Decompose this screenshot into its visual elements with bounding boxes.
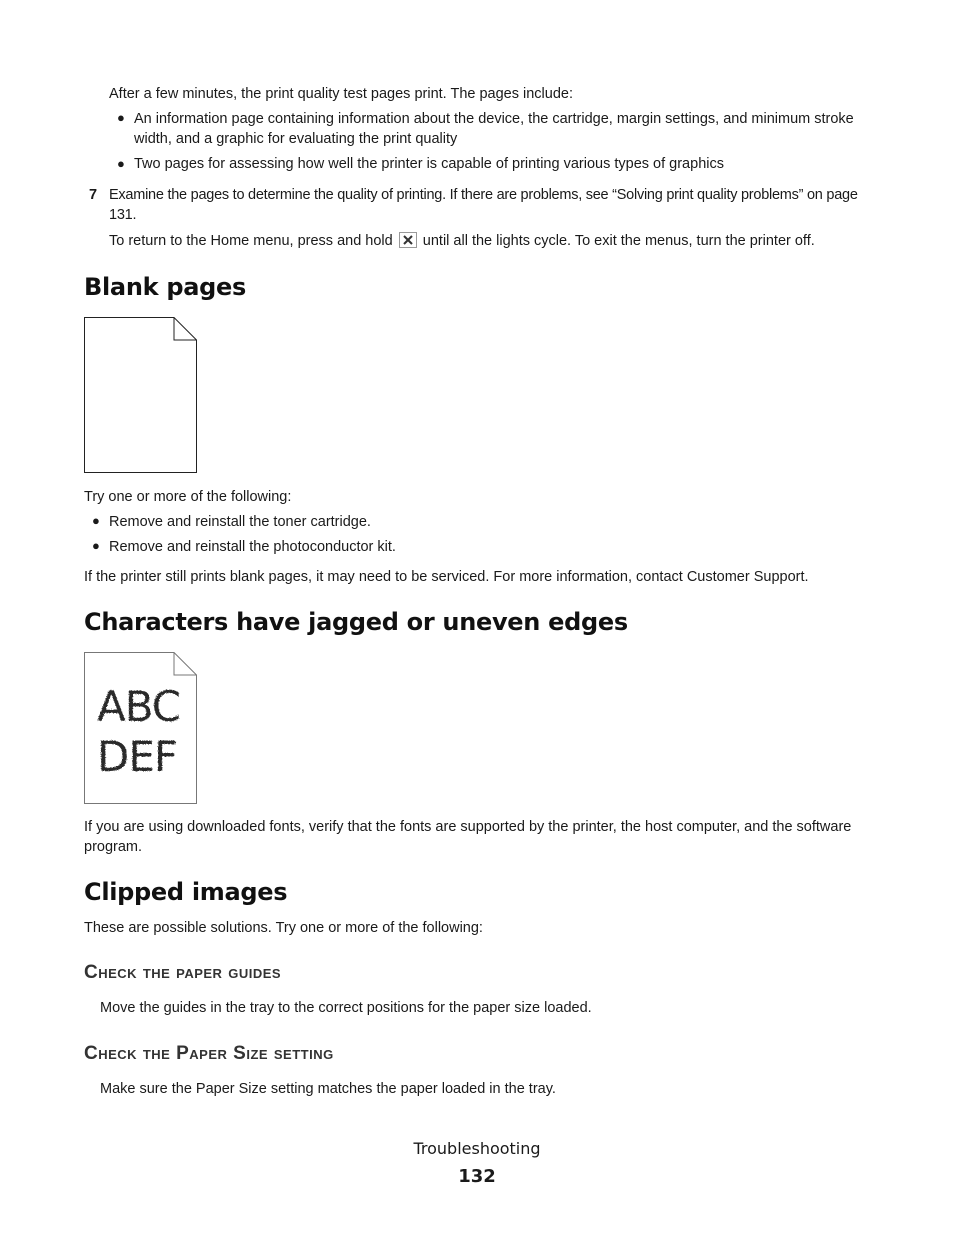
intro-bullet-1: An information page containing information about the device, the cartridge, margin settings, and minimum stroke width, and a graphic for evaluating the print quality <box>134 111 854 147</box>
jagged-edges-heading: Characters have jagged or uneven edges <box>84 608 628 636</box>
blank-pages-note: If the printer still prints blank pages, it may need to be serviced. For more information, contact Customer Support. <box>84 569 809 585</box>
step-7-text: Examine the pages to determine the quality of printing. If there are problems, see “Solving print quality problems” on page 131. <box>109 187 858 223</box>
clipped-images-heading: Clipped images <box>84 878 288 906</box>
check-paper-size-heading: Check the Paper Size setting <box>84 1043 334 1064</box>
footer-section-label: Troubleshooting <box>413 1139 541 1158</box>
step-number: 7 <box>89 187 98 203</box>
sample-text-line-2: DEF <box>97 732 178 781</box>
clipped-images-lead: These are possible solutions. Try one or more of the following: <box>84 920 483 936</box>
sample-text-line-1: ABC <box>97 682 181 731</box>
bullet-icon: ● <box>92 538 100 553</box>
jagged-edges-text: If you are using downloaded fonts, verify that the fonts are supported by the printer, the host computer, and the software program. <box>84 819 852 855</box>
footer-page-number: 132 <box>458 1166 496 1187</box>
intro-bullet-2: Two pages for assessing how well the printer is capable of printing various types of graphics <box>134 156 724 172</box>
return-text-after: until all the lights cycle. To exit the menus, turn the printer off. <box>422 233 815 249</box>
check-paper-size-text: Make sure the Paper Size setting matches the paper loaded in the tray. <box>100 1081 556 1097</box>
bullet-icon: ● <box>117 110 125 125</box>
blank-pages-bullet-2: Remove and reinstall the photoconductor kit. <box>109 539 396 555</box>
check-paper-guides-heading: Check the paper guides <box>84 962 282 983</box>
stop-key-icon <box>399 232 417 248</box>
jagged-text-illustration <box>84 652 198 804</box>
blank-pages-lead: Try one or more of the following: <box>84 489 292 505</box>
return-text-before: To return to the Home menu, press and hold <box>109 233 393 249</box>
bullet-icon: ● <box>117 156 125 171</box>
blank-pages-bullet-1: Remove and reinstall the toner cartridge. <box>109 514 371 530</box>
blank-page-illustration <box>84 317 198 474</box>
blank-pages-heading: Blank pages <box>84 273 246 301</box>
bullet-icon: ● <box>92 513 100 528</box>
step-7-return-instructions <box>109 231 889 251</box>
check-paper-guides-text: Move the guides in the tray to the correct positions for the paper size loaded. <box>100 1000 592 1016</box>
intro-lead: After a few minutes, the print quality test pages print. The pages include: <box>109 86 573 102</box>
